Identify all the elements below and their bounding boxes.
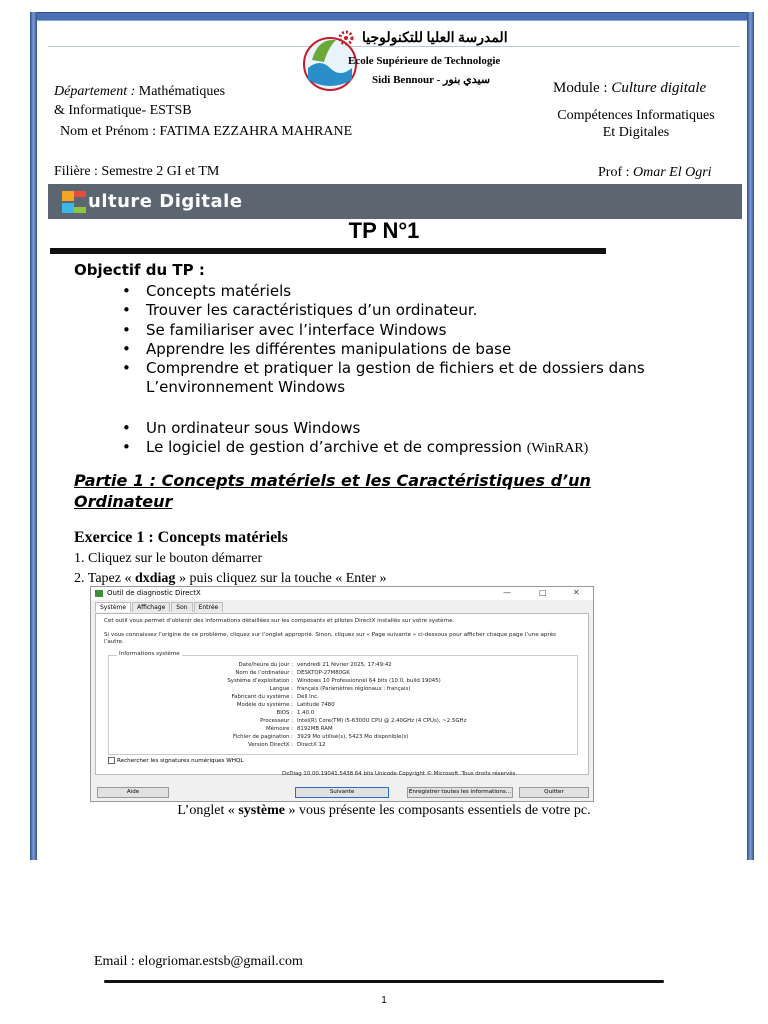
page-border-top [30,12,754,21]
system-info-title: Informations système [119,651,180,657]
dxdiag-window [90,586,594,802]
school-location-fr: Sidi Bennour [372,74,434,86]
checkbox-icon[interactable] [108,757,115,764]
exercise-step-1: 1. Cliquez sur le bouton démarrer [74,551,263,566]
professor-label: Prof : [598,165,630,180]
minimize-icon[interactable]: — [503,588,511,597]
dxdiag-intro: Cet outil vous permet d’obtenir des informations détaillées sur les composants et pilotes DirectX installés sur votre système. [104,618,455,624]
school-location-sep: - [436,74,441,86]
module-value: Culture digitale [611,80,707,96]
list-item: • Trouver les caractéristiques d’un ordinateur. [122,301,478,320]
dxdiag-copyright: DxDiag 10.00.19041.5438 64 bits Unicode Copyright © Microsoft. Tous droits réservés. [282,771,518,777]
list-item: • Se familiariser avec l’interface Windows [122,320,447,339]
filiere: Filière : Semestre 2 GI et TM [54,164,220,179]
footer-email: Email : elogriomar.estsb@gmail.com [94,954,303,969]
objectives-title: Objectif du TP : [74,261,205,279]
tab-son[interactable]: Son [171,602,192,612]
dxdiag-tabs [95,602,224,613]
caption-bold: système [238,803,285,818]
banner-title [62,189,243,215]
info-row: Version DirectX : DirectX 12 [248,742,326,748]
section-heading: Partie 1 : Concepts matériels et les Caractéristiques d’un Ordinateur [74,471,591,511]
next-page-button[interactable]: Suivante [295,787,389,798]
objectives-list [122,282,736,458]
info-row: Processeur : Intel(R) Core(TM) i5-6300U CPU @ 2.40GHz (4 CPUs), ~2.5GHz [260,718,467,724]
footer-rule [104,980,664,983]
module-label: Module : [553,80,608,96]
department-line2: & Informatique- ESTSB [54,103,192,118]
professor [598,165,712,181]
title-underline [50,248,606,254]
student-name-label: Nom et Prénom : [60,124,157,139]
info-row: Modèle du système : Latitude 7480 [236,702,335,708]
info-row: Nom de l’ordinateur : DESKTOP-27M80GK [235,670,350,676]
list-item: • Un ordinateur sous Windows [122,418,361,437]
whql-checkbox[interactable]: Rechercher les signatures numériques WHQL [108,757,244,764]
list-spacer [122,398,736,419]
list-item: • Comprendre et pratiquer la gestion de fichiers et de dossiers dans L’environnement Windows [122,359,645,397]
student-name-value: FATIMA EZZAHRA MAHRANE [159,124,353,139]
help-button[interactable]: Aide [97,787,169,798]
department-label: Département : [54,84,136,99]
list-item: • Apprendre les différentes manipulations de base [122,339,512,358]
dxdiag-titlebar [91,587,593,600]
tab-affichage[interactable]: Affichage [132,602,170,612]
page-number: 1 [381,995,387,1006]
dxdiag-window-title: Outil de diagnostic DirectX [107,589,201,597]
info-row: Fichier de pagination : 3929 Mo utilisé(s), 5423 Mo disponible(s) [232,734,409,740]
figure-caption: L’onglet « système » vous présente les composants essentiels de votre pc. [177,803,591,818]
winrar-label: (WinRAR) [526,441,589,457]
page-border-right [747,12,754,860]
banner-text: ulture Digitale [88,191,243,212]
info-row: Date/heure du jour : vendredi 21 février 2025, 17:49:42 [238,662,392,668]
module [553,80,706,97]
info-row: Système d’exploitation : Windows 10 Professionnel 64 bits (10.0, build 19045) [227,678,441,684]
maximize-icon[interactable]: □ [539,588,547,597]
department [54,82,225,120]
dxdiag-help: Si vous connaissez l’origine de ce problème, cliquez sur l’onglet approprié. Sinon, cliquez sur « Page suivante » ci-dessous pour afficher chaque page l’une après l’autre. [104,632,556,645]
directx-icon [95,590,103,597]
competences-line2: Et Digitales [602,125,670,140]
school-location-ar: سيدي بنور [443,74,491,86]
info-row: BIOS : 1.40.0 [276,710,315,716]
tab-systeme[interactable]: Système [95,602,131,612]
page-border-left [30,12,37,860]
info-row: Langue : français (Paramètres régionaux : français) [269,686,411,692]
school-name-french: Ecole Supérieure de Technologie [348,55,501,67]
close-icon[interactable]: ✕ [573,588,580,597]
list-item: • Le logiciel de gestion d’archive et de compression (WinRAR) [122,438,589,457]
school-location [372,73,490,86]
banner-c-logo-icon [62,189,88,215]
list-item: • Concepts matériels [122,282,292,300]
competences-line1: Compétences Informatiques [557,108,715,123]
info-row: Mémoire : 8192MB RAM [266,726,333,732]
system-info-group [108,651,578,755]
save-all-info-button[interactable]: Enregistrer toutes les informations... [407,787,513,798]
professor-value: Omar El Ogri [633,165,712,180]
page-title: TP N°1 [348,218,420,243]
quit-button[interactable]: Quitter [519,787,589,798]
department-value: Mathématiques [138,84,226,99]
competences [549,107,723,141]
dxdiag-command: dxdiag [134,571,176,586]
tab-entree[interactable]: Entrée [194,602,224,612]
exercise-title: Exercice 1 : Concepts matériels [74,529,288,546]
info-row: Fabricant du système : Dell Inc. [231,694,319,700]
exercise-step-2: 2. Tapez « dxdiag » puis cliquez sur la touche « Enter » [74,571,387,586]
student-name [60,124,352,140]
school-name-arabic: المدرسة العليا للتكنولوجيا [362,31,508,46]
dxdiag-system-pane [95,613,589,775]
